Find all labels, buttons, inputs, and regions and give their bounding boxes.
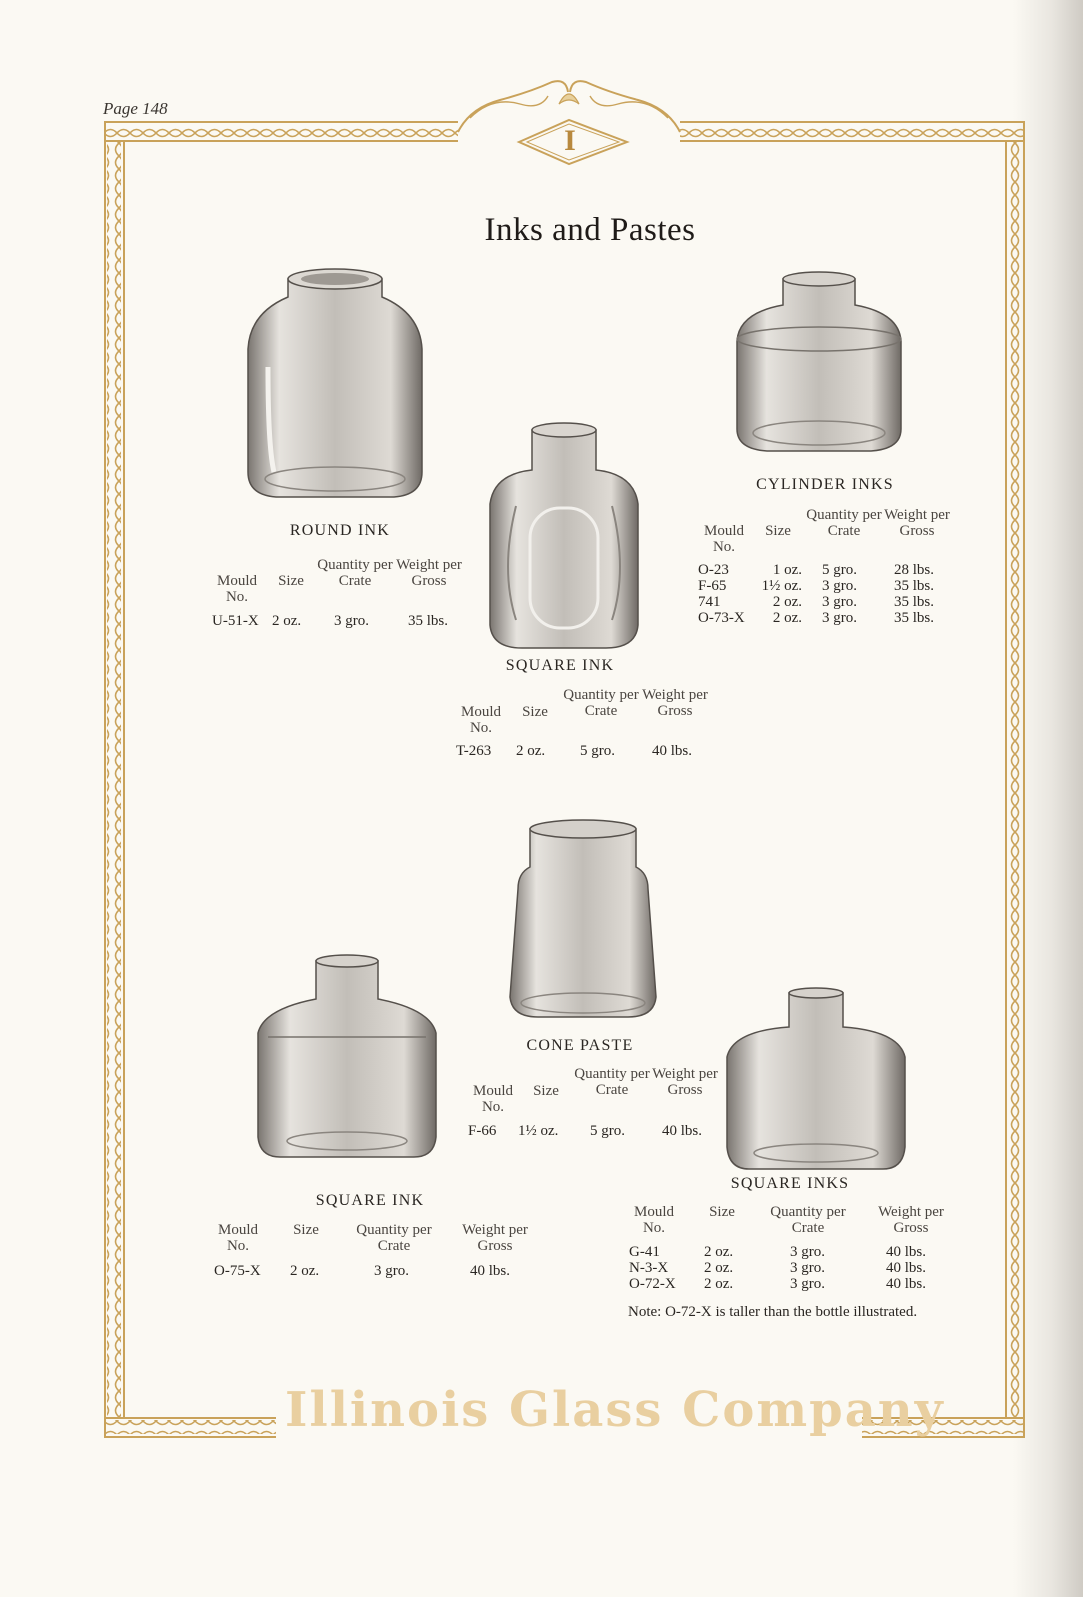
crest-letter: I [564, 124, 576, 157]
cylinder-ink-bottle-illustration [731, 271, 907, 453]
cell-quantity: 3 gro. [790, 1244, 825, 1260]
cell-weight: 35 lbs. [894, 594, 935, 610]
cell-size: 2 oz. [772, 610, 802, 626]
header-weight: Weight per Gross [396, 557, 462, 589]
cell-size: 1 oz. [772, 562, 802, 578]
cell-mould: O-72-X [629, 1276, 676, 1292]
cell-weight: 40 lbs. [470, 1263, 511, 1279]
cell-size: 2 oz. [704, 1260, 734, 1276]
header-quantity: Quantity per Crate [356, 1222, 432, 1254]
header-weight: Weight per Gross [652, 1066, 718, 1098]
cell-mould: N-3-X [629, 1260, 669, 1276]
header-quantity: Quantity per Crate [770, 1204, 846, 1236]
page-number: Page 148 [103, 99, 168, 118]
header-weight: Weight per Gross [884, 507, 950, 539]
square-ink-bottle-illustration [486, 420, 642, 650]
cell-weight: 35 lbs. [408, 613, 449, 629]
cell-size: 1½ oz. [761, 578, 802, 594]
square-ink-2-label: SQUARE INK [315, 1192, 425, 1209]
cell-mould: O-23 [698, 562, 729, 578]
cell-size: 2 oz. [772, 594, 802, 610]
cell-quantity: 3 gro. [334, 613, 369, 629]
cell-weight: 35 lbs. [894, 610, 935, 626]
cell-size: 2 oz. [704, 1276, 734, 1292]
header-mould: Mould No. [217, 1222, 258, 1254]
cell-mould: G-41 [629, 1244, 660, 1260]
cell-size: 2 oz. [704, 1244, 734, 1260]
header-mould: Mould No. [216, 573, 257, 605]
cell-mould: T-263 [456, 743, 492, 759]
cell-mould: U-51-X [212, 613, 259, 629]
cell-weight: 40 lbs. [886, 1276, 927, 1292]
cell-weight: 40 lbs. [886, 1244, 927, 1260]
square-ink-label: SQUARE INK [505, 657, 615, 674]
cylinder-inks-label: CYLINDER INKS [756, 476, 894, 493]
company-name: Illinois Glass Company [285, 1382, 945, 1438]
header-weight: Weight per Gross [642, 687, 708, 719]
cell-quantity: 3 gro. [790, 1260, 825, 1276]
header-mould: Mould No. [460, 704, 501, 736]
header-size: Size [278, 573, 304, 589]
cell-mould: O-73-X [698, 610, 745, 626]
cell-size: 2 oz. [290, 1263, 320, 1279]
cell-quantity: 3 gro. [822, 578, 857, 594]
header-size: Size [533, 1083, 559, 1099]
cell-size: 2 oz. [516, 743, 546, 759]
header-mould: Mould No. [703, 523, 744, 555]
page-title: Inks and Pastes [484, 212, 696, 248]
cell-mould: F-66 [468, 1123, 497, 1139]
header-size: Size [765, 523, 791, 539]
cell-quantity: 3 gro. [374, 1263, 409, 1279]
cell-mould: O-75-X [214, 1263, 261, 1279]
round-ink-label: ROUND INK [289, 522, 391, 539]
square-inks-label: SQUARE INKS [730, 1175, 850, 1192]
cone-paste-label: CONE PASTE [526, 1037, 634, 1054]
header-quantity: Quantity per Crate [317, 557, 393, 589]
cell-size: 1½ oz. [518, 1123, 559, 1139]
header-size: Size [522, 704, 548, 720]
cell-mould: F-65 [698, 578, 727, 594]
header-quantity: Quantity per Crate [563, 687, 639, 719]
cell-weight: 28 lbs. [894, 562, 935, 578]
square-inks-bottle-illustration [723, 987, 909, 1171]
header-size: Size [709, 1204, 735, 1220]
cell-quantity: 3 gro. [790, 1276, 825, 1292]
header-weight: Weight per Gross [462, 1222, 528, 1254]
cell-mould: 741 [698, 594, 721, 610]
header-weight: Weight per Gross [878, 1204, 944, 1236]
header-size: Size [293, 1222, 319, 1238]
cell-weight: 35 lbs. [894, 578, 935, 594]
cone-paste-bottle-illustration [508, 819, 658, 1019]
square-inks-note: Note: O-72-X is taller than the bottle illustrated. [628, 1304, 918, 1320]
cell-quantity: 5 gro. [822, 562, 857, 578]
cell-quantity: 5 gro. [590, 1123, 625, 1139]
cell-weight: 40 lbs. [652, 743, 693, 759]
cell-quantity: 3 gro. [822, 594, 857, 610]
square-ink-bottle-2-illustration [254, 953, 440, 1159]
cell-weight: 40 lbs. [886, 1260, 927, 1276]
cell-weight: 40 lbs. [662, 1123, 703, 1139]
round-ink-bottle-illustration [244, 267, 426, 499]
header-quantity: Quantity per Crate [574, 1066, 650, 1098]
cell-quantity: 3 gro. [822, 610, 857, 626]
cell-quantity: 5 gro. [580, 743, 615, 759]
header-mould: Mould No. [472, 1083, 513, 1115]
cell-size: 2 oz. [272, 613, 302, 629]
header-mould: Mould No. [633, 1204, 674, 1236]
header-quantity: Quantity per Crate [806, 507, 882, 539]
